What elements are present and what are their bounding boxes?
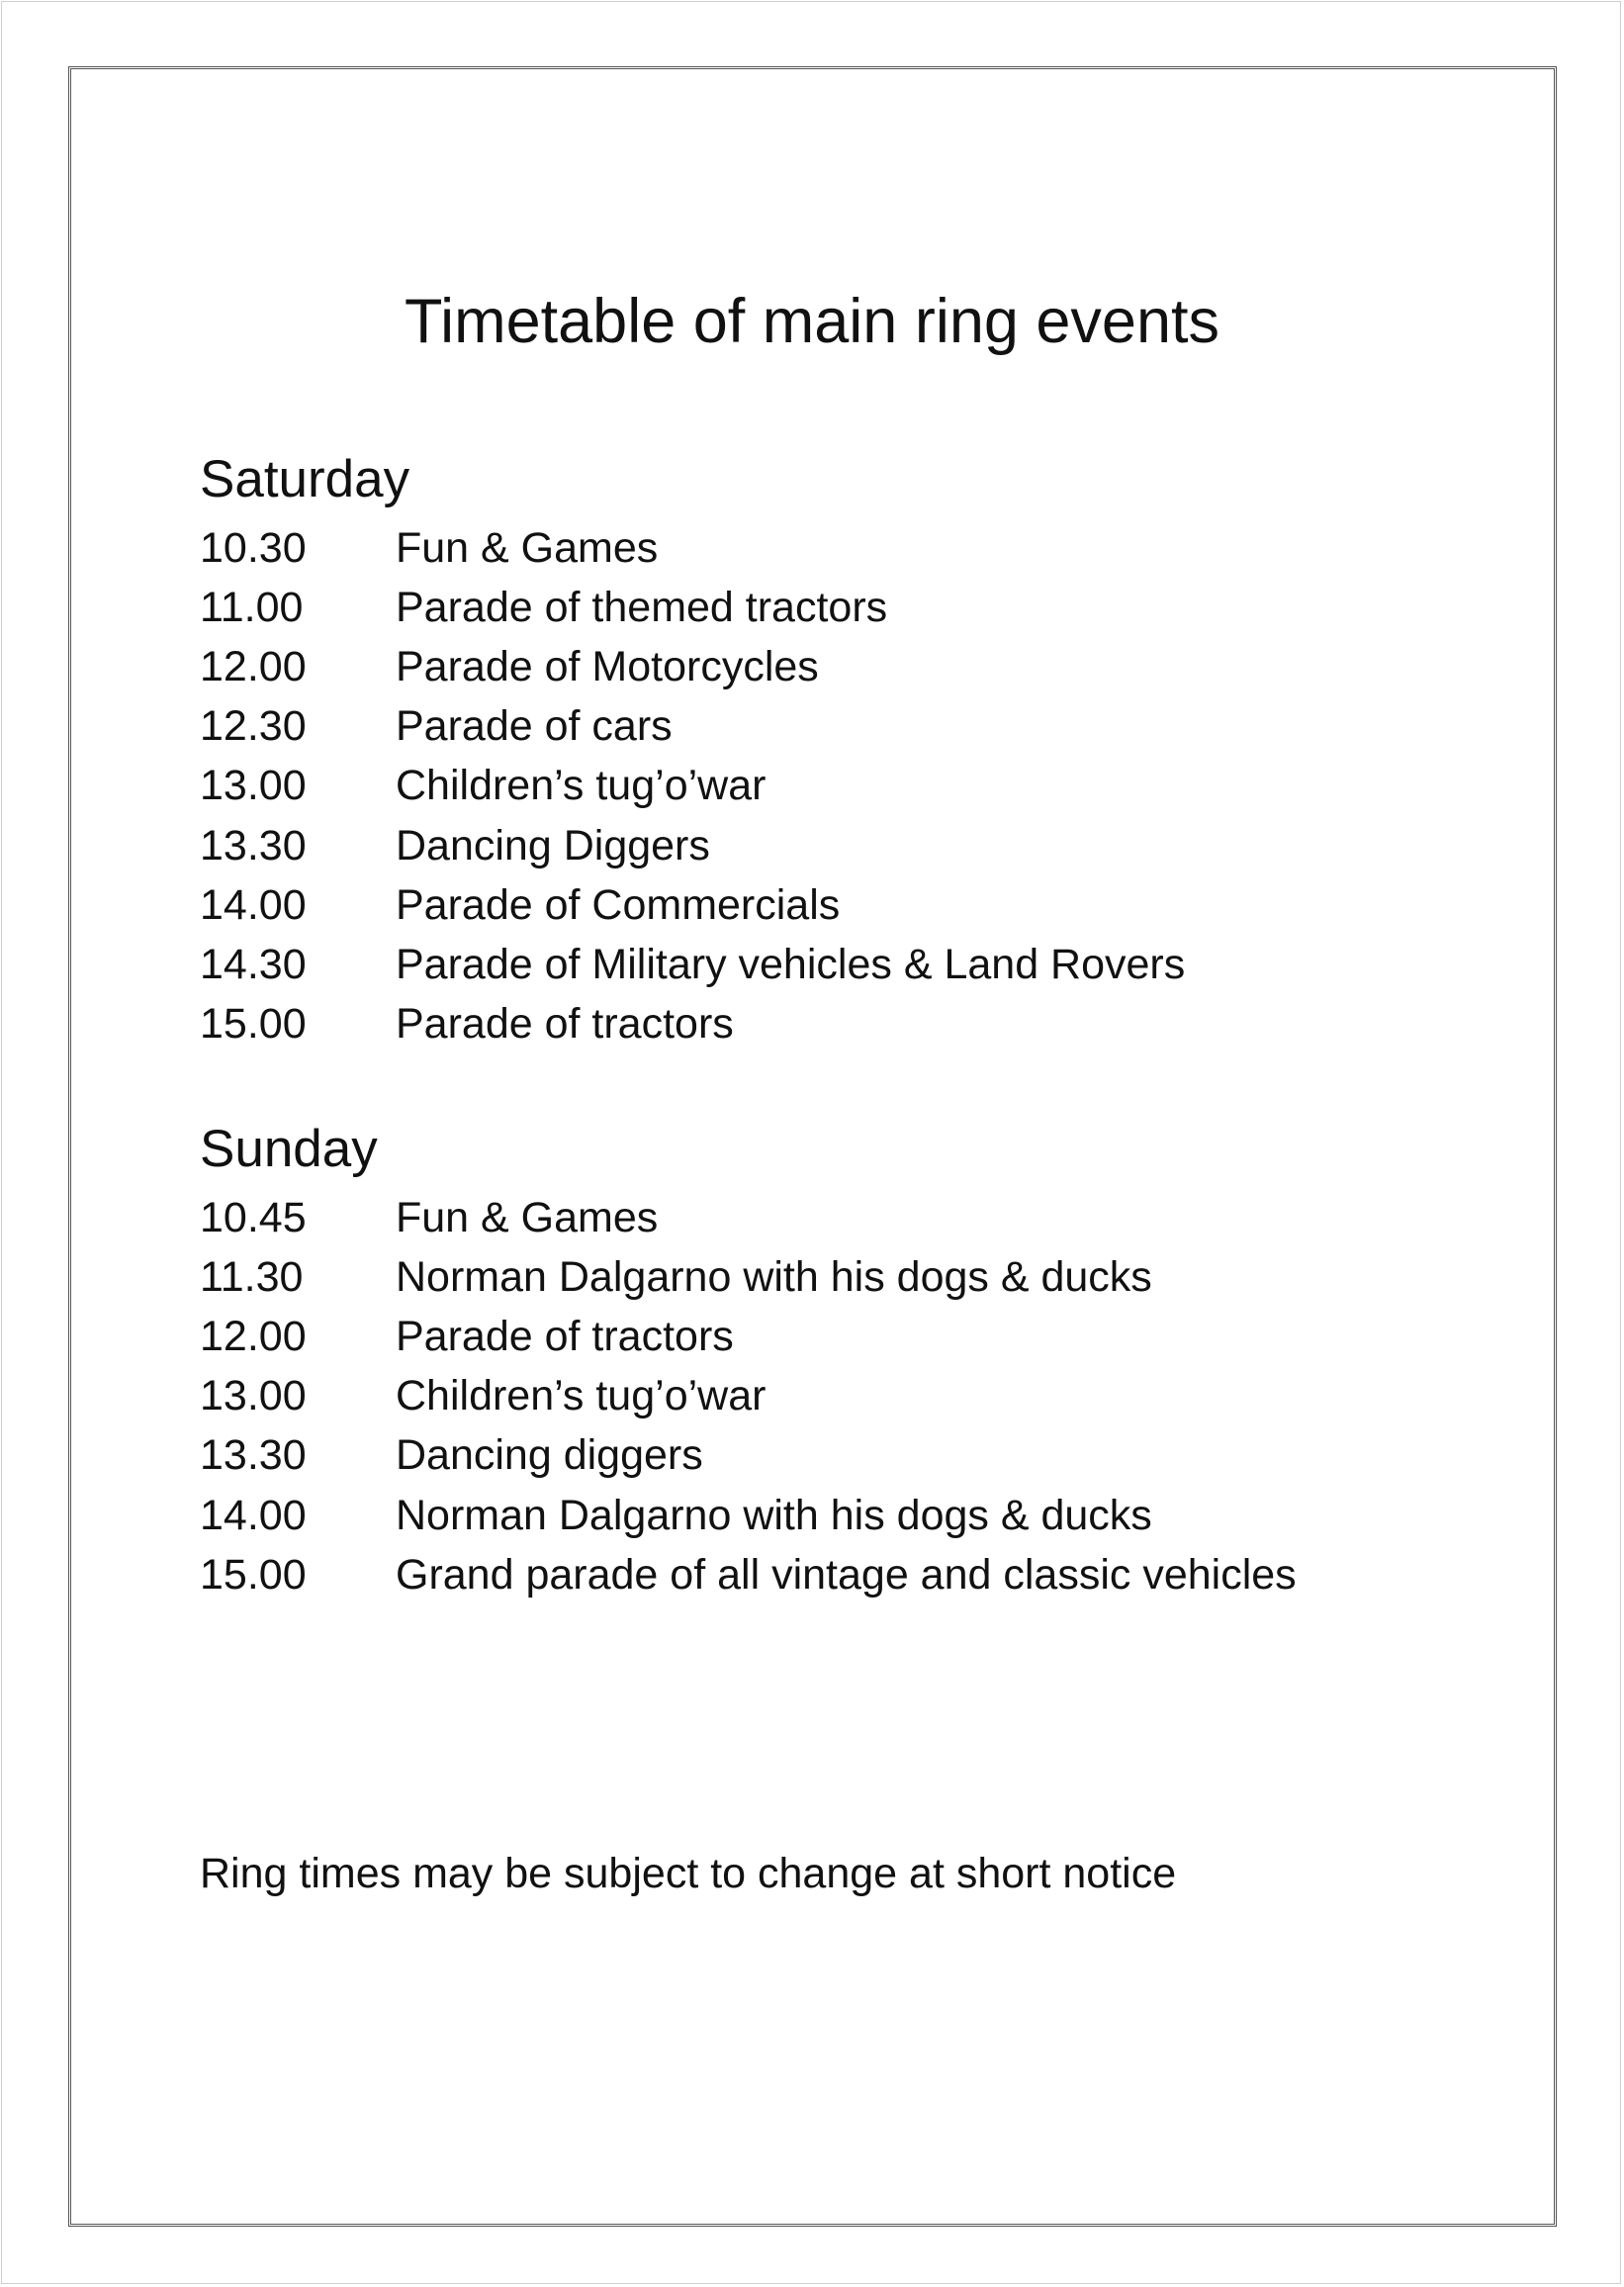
schedule-row [200,935,1185,994]
event-name: Children’s tug’o’war [396,762,767,810]
event-time: 12.00 [200,642,307,690]
sunday-schedule [200,1188,1297,1604]
schedule-row [200,1307,1297,1366]
event-name: Dancing diggers [396,1431,703,1480]
event-time: 11.00 [200,583,304,631]
schedule-row [200,875,1185,935]
schedule-row [200,816,1185,875]
event-time: 10.30 [200,523,307,572]
schedule-row [200,1426,1297,1486]
event-name: Parade of Military vehicles & Land Rovers [396,940,1186,988]
day-heading-saturday: Saturday [200,450,410,508]
schedule-row [200,1486,1297,1545]
event-time: 15.00 [200,1000,307,1049]
event-name: Parade of themed tractors [396,583,888,631]
event-name: Grand parade of all vintage and classic vehicles [396,1550,1297,1599]
schedule-row [200,637,1185,696]
event-name: Parade of Motorcycles [396,642,819,690]
event-name: Fun & Games [396,1193,659,1241]
event-time: 14.00 [200,880,307,929]
event-time: 11.30 [200,1252,304,1301]
event-time: 14.30 [200,940,307,988]
schedule-row [200,1545,1297,1604]
event-name: Dancing Diggers [396,821,710,869]
event-time: 13.00 [200,762,307,810]
schedule-row [200,518,1185,578]
schedule-row [200,1247,1297,1307]
event-name: Parade of tractors [396,1312,734,1360]
schedule-row [200,1367,1297,1426]
schedule-row [200,697,1185,757]
event-time: 10.45 [200,1193,307,1241]
event-time: 15.00 [200,1550,307,1599]
saturday-schedule [200,518,1185,1054]
event-time: 13.00 [200,1372,307,1420]
event-name: Norman Dalgarno with his dogs & ducks [396,1252,1152,1301]
schedule-row [200,1188,1297,1247]
schedule-row [200,995,1185,1054]
day-heading-sunday: Sunday [200,1120,378,1178]
event-time: 13.30 [200,821,307,869]
schedule-row [200,757,1185,816]
event-name: Children’s tug’o’war [396,1372,767,1420]
page-title: Timetable of main ring events [404,287,1220,356]
change-notice: Ring times may be subject to change at short notice [200,1850,1177,1897]
event-name: Parade of cars [396,702,673,751]
event-time: 12.30 [200,702,307,751]
event-name: Parade of tractors [396,1000,734,1049]
schedule-row [200,578,1185,637]
event-time: 12.00 [200,1312,307,1360]
event-time: 13.30 [200,1431,307,1480]
event-name: Norman Dalgarno with his dogs & ducks [396,1491,1152,1539]
event-name: Parade of Commercials [396,880,841,929]
event-name: Fun & Games [396,523,659,572]
event-time: 14.00 [200,1491,307,1539]
